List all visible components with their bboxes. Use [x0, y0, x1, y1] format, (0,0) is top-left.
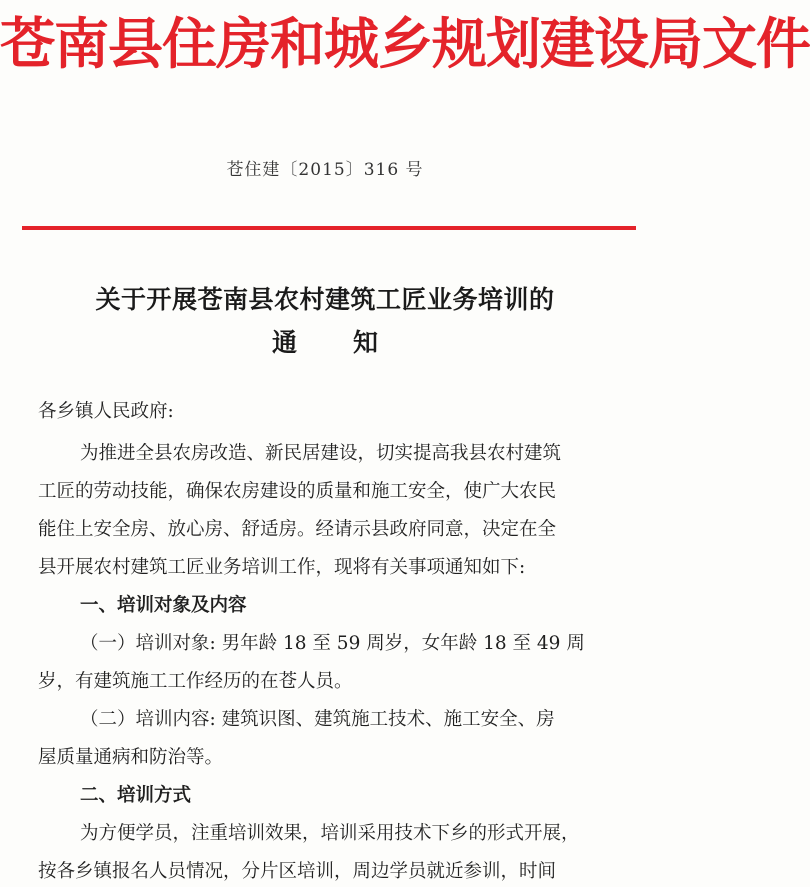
paragraph-1-line-1: 为推进全县农房改造、新民居建设，切实提高我县农村建筑	[80, 443, 562, 464]
header-divider-rule	[22, 226, 636, 230]
paragraph-2-line-2: 按各乡镇报名人员情况，分片区培训，周边学员就近参训，时间	[38, 861, 557, 882]
notice-title-char-1: 通	[271, 328, 297, 357]
subsection-1-line-2: 岁，有建筑施工工作经历的在苍人员。	[38, 671, 353, 692]
notice-title-line-2	[0, 325, 650, 361]
paragraph-1-line-3: 能住上安全房、放心房、舒适房。经请示县政府同意，决定在全	[38, 519, 557, 540]
paragraph-1-line-4: 县开展农村建筑工匠业务培训工作，现将有关事项通知如下:	[38, 557, 526, 578]
subsection-2-line-1: （二）培训内容: 建筑识图、建筑施工技术、施工安全、房	[80, 709, 555, 730]
notice-title-char-2: 知	[353, 328, 379, 357]
document-header-title: 苍南县住房和城乡规划建设局文件	[0, 12, 810, 76]
paragraph-2-line-1: 为方便学员，注重培训效果，培训采用技术下乡的形式开展，	[80, 823, 580, 844]
notice-title-line-1: 关于开展苍南县农村建筑工匠业务培训的	[95, 285, 555, 314]
document-number: 苍住建〔2015〕316 号	[226, 160, 424, 180]
section-heading-2: 二、培训方式	[80, 785, 192, 806]
subsection-1-line-1: （一）培训对象: 男年龄 18 至 59 周岁，女年龄 18 至 49 周	[80, 633, 585, 654]
subsection-2-line-2: 屋质量通病和防治等。	[38, 747, 224, 768]
paragraph-1-line-2: 工匠的劳动技能，确保农房建设的质量和施工安全，使广大农民	[38, 481, 557, 502]
section-heading-1: 一、培训对象及内容	[80, 595, 247, 616]
addressee: 各乡镇人民政府:	[38, 401, 174, 422]
